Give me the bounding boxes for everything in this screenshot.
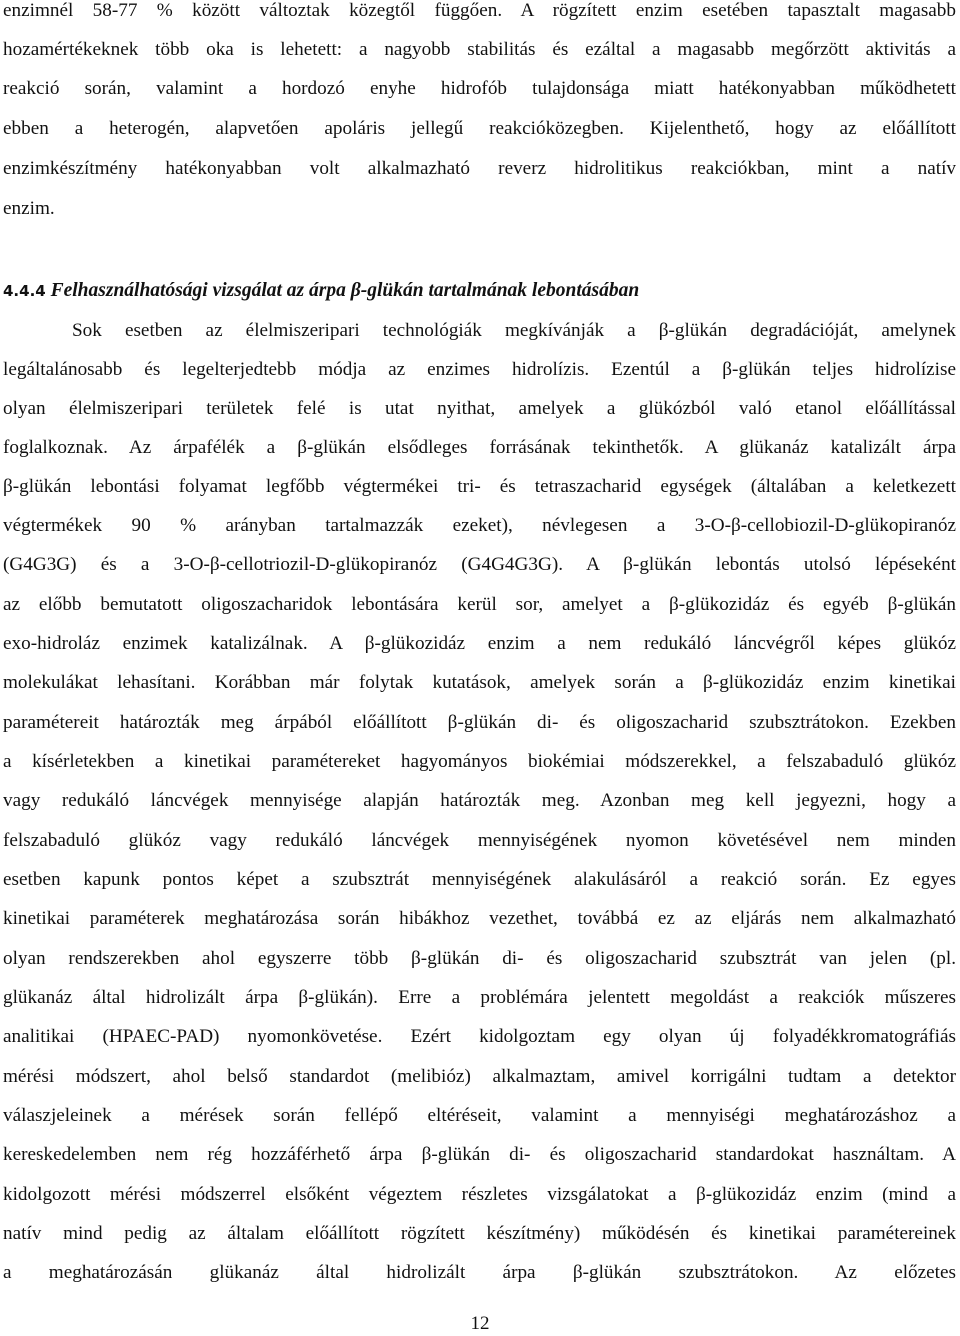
text-line: az előbb bemutatott oligoszacharidok lebontására kerül sor, amelyet a β-glükozidáz és egyéb β-glükán xyxy=(3,594,956,615)
text-line: felszabaduló glükóz vagy redukáló láncvégek mennyiségének nyomon követésével nem minden xyxy=(3,830,956,851)
text-line: (G4G3G) és a 3-O-β-cellotriozil-D-glükopiranóz (G4G4G3G). A β-glükán lebontás utolsó lépéseként xyxy=(3,554,956,575)
text-line: végtermékek 90 % arányban tartalmazzák ezeket), névlegesen a 3-O-β-cellobiozil-D-glükopiranóz xyxy=(3,515,956,536)
text-line: analitikai (HPAEC-PAD) nyomonkövetése. Ezért kidolgoztam egy olyan új folyadékkromatográfiás xyxy=(3,1026,956,1047)
section-number: 4.4.4 xyxy=(3,282,46,300)
text-line: paramétereit határozták meg árpából előállított β-glükán di- és oligoszacharid szubsztrátokon. Ezekben xyxy=(3,712,956,733)
text-line: legáltalánosabb és legelterjedtebb módja az enzimes hidrolízis. Ezentúl a β-glükán teljes hidrolízise xyxy=(3,359,956,380)
text-line: glükanáz által hidrolizált árpa β-glükán). Erre a problémára jelentett megoldást a reakciók műszeres xyxy=(3,987,956,1008)
text-line: vagy redukáló láncvégek mennyisége alapján határozták meg. Azonban meg kell jegyezni, hogy a xyxy=(3,790,956,811)
text-line: kidolgozott mérési módszerrel elsőként végeztem részletes vizsgálatokat a β-glükozidáz enzim (mind a xyxy=(3,1184,956,1205)
text-line: kinetikai paraméterek meghatározása során hibákhoz vezethet, továbbá ez az eljárás nem alkalmazható xyxy=(3,908,956,929)
text-line: olyan élelmiszeripari területek felé is utat nyithat, amelyek a glükózból való etanol előállítással xyxy=(3,398,956,419)
page-number: 12 xyxy=(470,1313,490,1334)
text-line: válaszjeleinek a mérések során fellépő eltéréseit, valamint a mennyiségi meghatározáshoz a xyxy=(3,1105,956,1126)
text-line: exo-hidroláz enzimek katalizálnak. A β-glükozidáz enzim a nem redukáló láncvégről képes glükóz xyxy=(3,633,956,654)
text-line: kereskedelemben nem rég hozzáférhető árpa β-glükán di- és oligoszacharid standardokat használtam. A xyxy=(3,1144,956,1165)
text-line: β-glükán lebontási folyamat legfőbb végtermékei tri- és tetraszacharid egységek (általában a keletkezett xyxy=(3,476,956,497)
text-line: enzimkészítmény hatékonyabban volt alkalmazható reverz hidrolitikus reakciókban, mint a natív xyxy=(3,158,956,179)
text-line: Sok esetben az élelmiszeripari technológiák megkívánják a β-glükán degradációját, amelynek xyxy=(72,320,956,341)
text-line: a kísérletekben a kinetikai paramétereket hagyományos biokémiai módszerekkel, a felszabaduló glükóz xyxy=(3,751,956,772)
text-line: reakció során, valamint a hordozó enyhe hidrofób tulajdonsága miatt hatékonyabban működhetett xyxy=(3,78,956,99)
text-line: natív mind pedig az általam előállított rögzített készítmény) működésén és kinetikai paramétereinek xyxy=(3,1223,956,1244)
text-line: foglalkoznak. Az árpafélék a β-glükán elsődleges forrásának tekinthetők. A glükanáz katalizált árpa xyxy=(3,437,956,458)
section-title: Felhasználhatósági vizsgálat az árpa β-glükán tartalmának lebontásában xyxy=(50,280,640,301)
text-line: hozamértékeknek több oka is lehetett: a nagyobb stabilitás és ezáltal a magasabb megőrzött aktivitás a xyxy=(3,39,956,60)
text-line: enzimnél 58-77 % között változtak közegtől függően. A rögzített enzim esetében tapasztalt magasabb xyxy=(3,0,956,21)
text-line: ebben a heterogén, alapvetően apoláris jellegű reakcióközegben. Kijelenthető, hogy az előállított xyxy=(3,118,956,139)
text-line: a meghatározásán glükanáz által hidrolizált árpa β-glükán szubsztrátokon. Az előzetes xyxy=(3,1262,956,1283)
text-line: mérési módszert, ahol belső standardot (melibióz) alkalmaztam, amivel korrigálni tudtam a detektor xyxy=(3,1066,956,1087)
section-heading xyxy=(3,276,639,306)
text-line: molekulákat lehasítani. Korábban már folytak kutatások, amelyek során a β-glükozidáz enzim kinetikai xyxy=(3,672,956,693)
text-line: olyan rendszerekben ahol egyszerre több β-glükán di- és oligoszacharid szubsztrát van jelen (pl. xyxy=(3,948,956,969)
text-line: enzim. xyxy=(3,198,55,219)
text-line: esetben kapunk pontos képet a szubsztrát mennyiségének alakulásáról a reakció során. Ez egyes xyxy=(3,869,956,890)
